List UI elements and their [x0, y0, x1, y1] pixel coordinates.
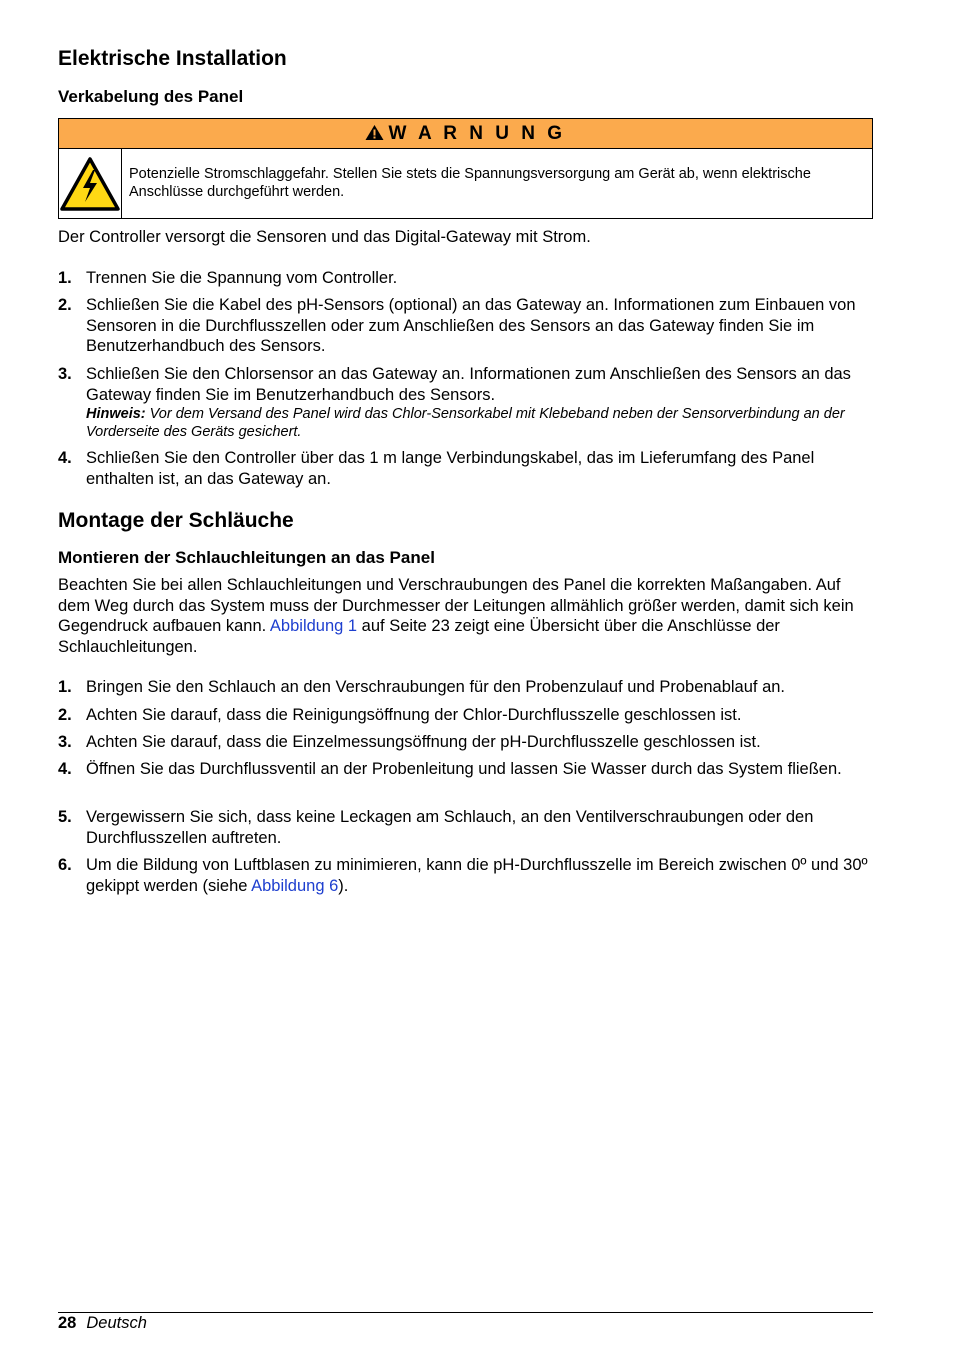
warning-text: Potenzielle Stromschlaggefahr. Stellen Sie stets die Spannungsversorgung am Gerät ab, wenn elektrische Anschlüsse durchgeführt werden. [129, 166, 811, 200]
section1-intro: Der Controller versorgt die Sensoren und das Digital-Gateway mit Strom. [58, 228, 591, 246]
warning-icon-cell [59, 149, 122, 219]
subsection-title-verkabelung: Verkabelung des Panel [58, 87, 244, 106]
step-text: Schließen Sie den Controller über das 1 m lange Verbindungskabel, das im Lieferumfang des Panel enthalten ist, an das Gateway an. [86, 449, 815, 488]
step-text-with-note [86, 364, 873, 441]
section-title-montage-schlaeuche: Montage der Schläuche [58, 509, 294, 532]
warning-header [59, 119, 872, 149]
step-number: 1. [58, 678, 72, 696]
step-text-part: Um die Bildung von Luftblasen zu minimieren, kann die pH-Durchflusszelle im Bereich zwischen 0º und 30º gekippt werden (siehe [86, 856, 868, 895]
step-text [86, 855, 873, 896]
step-number: 2. [58, 706, 72, 724]
step-number: 3. [58, 365, 72, 383]
note [86, 405, 873, 441]
footer-language: Deutsch [86, 1314, 147, 1332]
step-number: 5. [58, 808, 72, 826]
note-label: Hinweis: [86, 406, 146, 422]
footer-divider [58, 1312, 873, 1313]
step-number: 4. [58, 449, 72, 467]
step-text-part: ). [338, 876, 349, 895]
subsection-title-montieren-schlauchleitungen: Montieren der Schlauchleitungen an das Panel [58, 548, 435, 567]
step-text: Vergewissern Sie sich, dass keine Leckagen am Schlauch, an den Ventilverschraubungen oder den Durchflusszellen auftreten. [86, 808, 814, 847]
step-text: Schließen Sie den Chlorsensor an das Gateway an. Informationen zum Anschließen des Sensors an das Gateway finden Sie im Benutzerhandbuch des Sensors. [86, 365, 851, 404]
page-footer [58, 1313, 147, 1333]
abbildung-1-link[interactable]: Abbildung 1 [269, 617, 358, 635]
intro-text: auf Seite 23 zeigt eine Übersicht über die Anschlüsse der Schlauchleitungen. [58, 617, 780, 656]
warning-label: W A R N U N G [388, 123, 566, 144]
section2-intro [58, 575, 873, 657]
step-number: 3. [58, 733, 72, 751]
step-number: 1. [58, 269, 72, 287]
abbildung-6-link[interactable]: Abbildung 6 [251, 876, 339, 895]
warning-triangle-icon [365, 124, 384, 141]
step-text: Achten Sie darauf, dass die Einzelmessungsöffnung der pH-Durchflusszelle geschlossen ist. [86, 733, 761, 751]
electric-shock-hazard-icon [59, 156, 121, 212]
step-number: 2. [58, 296, 72, 314]
step-text: Achten Sie darauf, dass die Reinigungsöffnung der Chlor-Durchflusszelle geschlossen ist. [86, 706, 742, 724]
section-title-elektrische-installation: Elektrische Installation [58, 47, 287, 70]
step-text: Trennen Sie die Spannung vom Controller. [86, 269, 398, 287]
note-text: Vor dem Versand des Panel wird das Chlor-Sensorkabel mit Klebeband neben der Sensorverbindung an der Vorderseite des Geräts gesichert. [86, 406, 845, 440]
warning-box [58, 118, 873, 219]
page-number: 28 [58, 1314, 77, 1332]
intro-text: Beachten Sie bei allen Schlauchleitungen und Verschraubungen des Panel die korrekten Maßangaben. Auf dem Weg durch das System muss der Durchmesser der Leitungen allmählich größer werden, damit sich kein Gegendruck aufbauen kann. [58, 576, 854, 635]
step-text: Öffnen Sie das Durchflussventil an der Probenleitung und lassen Sie Wasser durch das System fließen. [86, 760, 842, 778]
step-text: Schließen Sie die Kabel des pH-Sensors (optional) an das Gateway an. Informationen zum Einbauen von Sensoren in die Durchflusszellen oder zum Anschließen des Sensors an das Gateway finden Sie im Benutzerhandbuch des Sensors. [86, 296, 856, 355]
step-number: 6. [58, 856, 72, 874]
step-number: 4. [58, 760, 72, 778]
step-text: Bringen Sie den Schlauch an den Verschraubungen für den Probenzulauf und Probenablauf an. [86, 678, 786, 696]
